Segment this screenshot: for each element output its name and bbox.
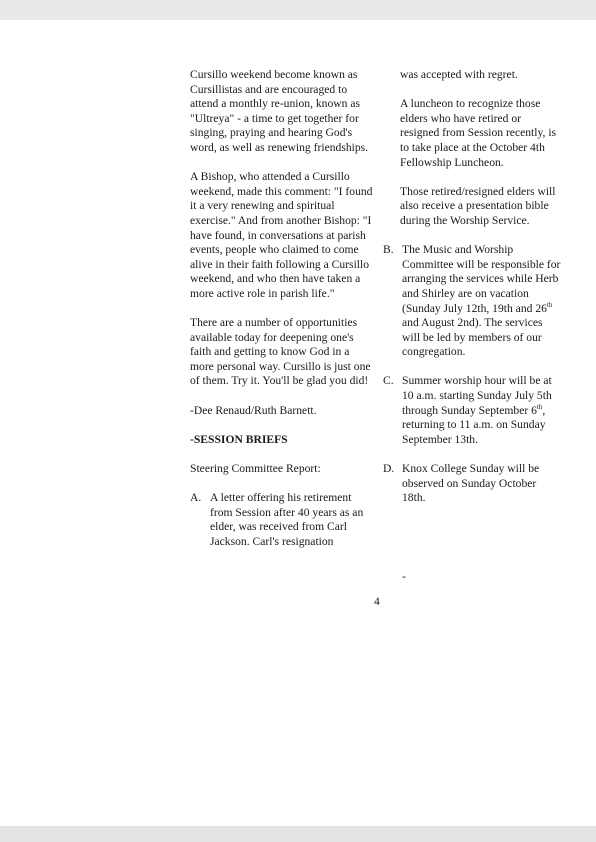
- list-item-c-text-part2: , returning to 11 a.m. on Sunday September 13th.: [402, 403, 546, 446]
- list-item-b-text: [402, 243, 561, 360]
- list-item-a-text: A letter offering his retirement from Session after 40 years as an elder, was received from Carl Jackson. Carl's resignation: [210, 491, 364, 548]
- list-item-b: [383, 243, 561, 360]
- list-item-c-superscript: th: [536, 402, 543, 411]
- list-item-b-text-part1: The Music and Worship Committee will be responsible for arranging the services while Herb and Shirley are on vacation (Sunday July 12th, 19th and 26: [402, 243, 561, 315]
- luncheon-paragraph: A luncheon to recognize those elders who have retired or resigned from Session recently, is to take place at the October 4th Fellowship Luncheon.: [400, 97, 557, 169]
- scan-border-bottom: [0, 826, 596, 842]
- page-number: 4: [374, 595, 380, 608]
- section-heading: -SESSION BRIEFS: [190, 432, 288, 446]
- list-item-c-letter: C.: [383, 374, 394, 388]
- bible-paragraph: Those retired/resigned elders will also receive a presentation bible during the Worship Service.: [400, 184, 556, 227]
- list-item-b-letter: B.: [383, 243, 394, 257]
- cursillo-paragraph-1: Cursillo weekend become known as Cursillistas and are encouraged to attend a monthly re-union, known as "Ultreya" - a time to get together for singing, praying and hearing God's word, as well as renewing friendships.: [190, 68, 369, 154]
- resignation-continuation: was accepted with regret.: [400, 68, 518, 81]
- list-item-a: [190, 491, 376, 549]
- list-item-c: [383, 374, 561, 447]
- list-item-a-letter: A.: [190, 491, 202, 505]
- list-item-b-text-part2: and August 2nd). The services will be led by members of our congregation.: [402, 316, 543, 359]
- list-item-c-text-part1: Summer worship hour will be at 10 a.m. starting Sunday July 5th through Sunday September 6: [402, 374, 552, 417]
- list-item-c-text: [402, 374, 561, 447]
- stray-dash-mark: -: [402, 570, 406, 583]
- cursillo-paragraph-3: There are a number of opportunities available today for deepening one's faith and getting to know God in a more personal way. Cursillo is just one of them. Try it. You'll be glad you did!: [190, 316, 371, 388]
- list-item-d: [383, 462, 561, 506]
- left-column: [190, 68, 376, 564]
- article-signature: -Dee Renaud/Ruth Barnett.: [190, 403, 317, 417]
- scan-border-top: [0, 0, 596, 20]
- list-item-d-text: Knox College Sunday will be observed on Sunday October 18th.: [402, 462, 540, 505]
- list-item-d-letter: D.: [383, 462, 395, 476]
- steering-committee-subheading: Steering Committee Report:: [190, 462, 321, 476]
- list-item-b-superscript: th: [546, 300, 553, 309]
- cursillo-paragraph-2: A Bishop, who attended a Cursillo weekend, made this comment: "I found it a very renewing and spiritual exercise." And from another Bishop: "I have found, in conversations at parish events, people who claimed to come alive in their faith following a Cursillo weekend, and who then have taken a more active role in parish life.": [190, 170, 373, 300]
- right-column: [383, 68, 561, 520]
